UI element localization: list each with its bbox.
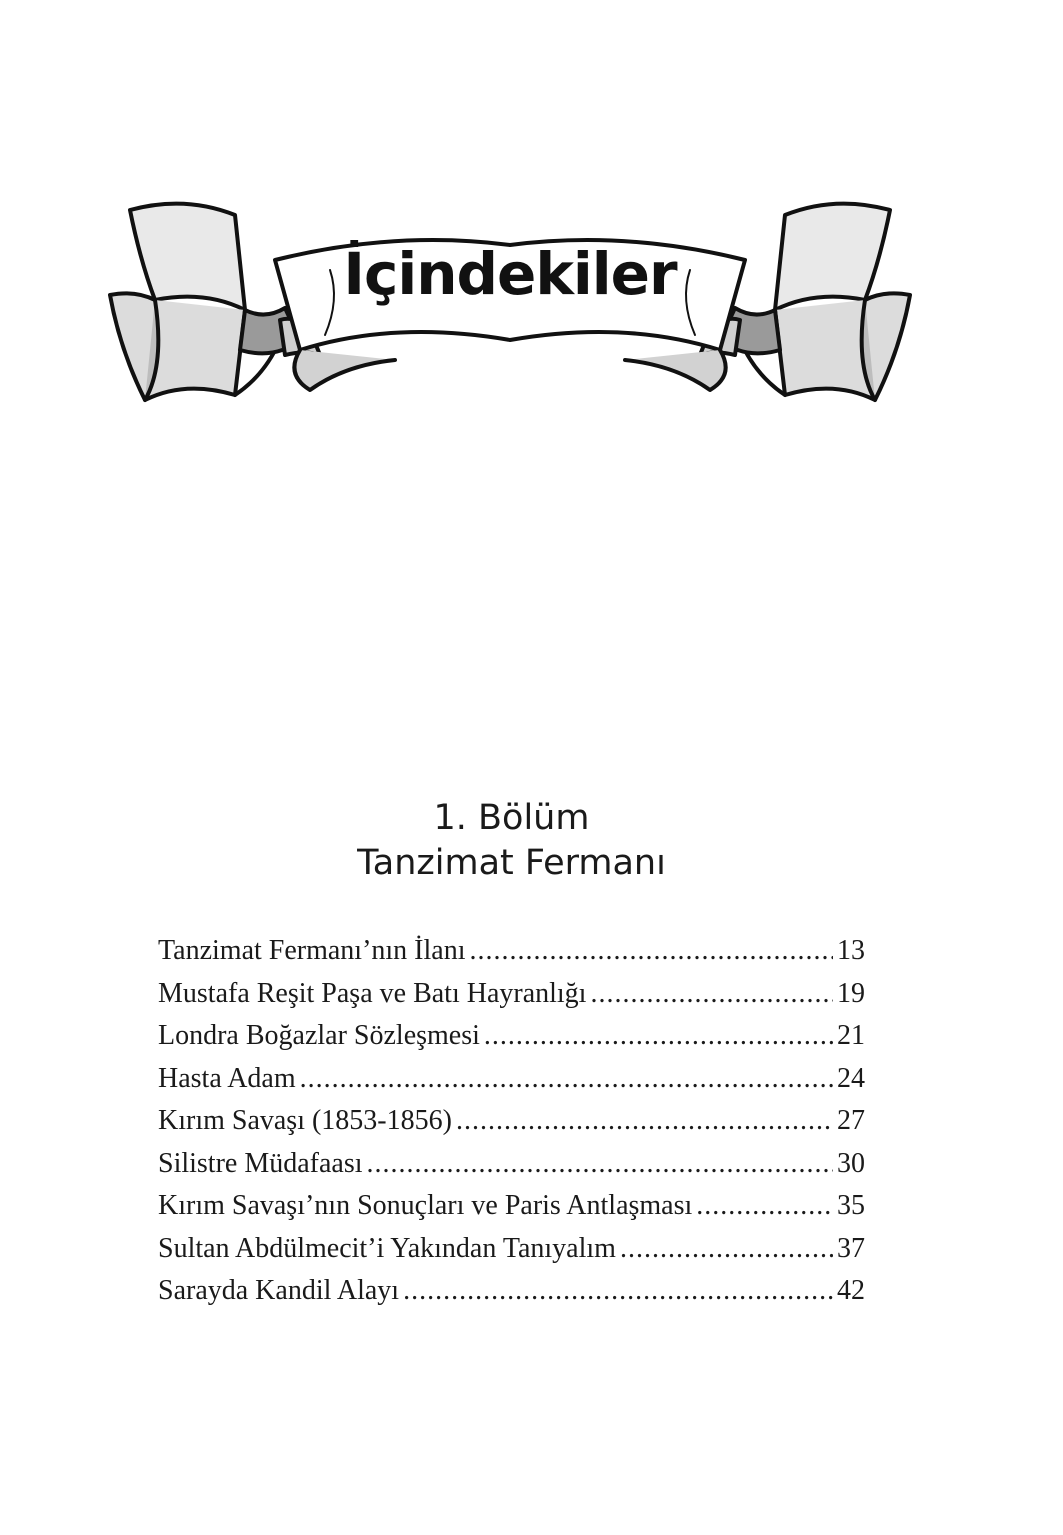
toc-entry: [158, 1015, 865, 1058]
toc-leader-dots: [470, 930, 834, 973]
toc-entry: [158, 1058, 865, 1101]
toc-entry-title: Sarayda Kandil Alayı: [158, 1275, 400, 1306]
toc-leader-dots: [590, 973, 833, 1016]
toc-entry: [158, 1228, 865, 1271]
toc-entry-title: Kırım Savaşı (1853-1856): [158, 1105, 452, 1136]
toc-leader-dots: [367, 1143, 833, 1186]
toc-entry: [158, 973, 865, 1016]
toc-entry-page: 42: [837, 1275, 865, 1306]
toc-leader-dots: [300, 1058, 833, 1101]
toc-leader-dots: [484, 1015, 833, 1058]
toc-entry-title: Hasta Adam: [158, 1062, 296, 1094]
toc-leader-dots: [696, 1185, 833, 1228]
toc-entry: [158, 1143, 865, 1186]
toc-entry-title: Londra Boğazlar Sözleşmesi: [158, 1020, 480, 1051]
scroll-banner: [95, 190, 925, 420]
chapter-number: 1. Bölüm: [433, 798, 590, 838]
toc-entry: [158, 1100, 865, 1143]
table-of-contents: [158, 930, 865, 1313]
toc-entry-page: 24: [837, 1062, 865, 1094]
toc-entry: [158, 930, 865, 973]
toc-leader-dots: [620, 1228, 833, 1271]
toc-entry-page: 19: [837, 977, 865, 1009]
toc-entry-page: 35: [837, 1190, 865, 1221]
toc-leader-dots: [403, 1270, 833, 1313]
toc-entry-page: 27: [837, 1105, 865, 1136]
toc-entry-title: Tanzimat Fermanı’nın İlanı: [158, 935, 466, 966]
toc-entry-title: Kırım Savaşı’nın Sonuçları ve Paris Antlaşması: [158, 1190, 693, 1221]
toc-entry-title: Sultan Abdülmecit’i Yakından Tanıyalım: [158, 1232, 616, 1264]
toc-entry: [158, 1270, 865, 1313]
toc-leader-dots: [456, 1100, 833, 1143]
page-title: İçindekiler: [343, 240, 677, 308]
chapter-title: Tanzimat Fermanı: [357, 843, 666, 883]
toc-entry-page: 21: [837, 1020, 865, 1051]
toc-entry-page: 13: [837, 935, 865, 966]
toc-entry-title: Mustafa Reşit Paşa ve Batı Hayranlığı: [158, 977, 587, 1009]
toc-entry-page: 30: [837, 1147, 865, 1179]
toc-entry-title: Silistre Müdafaası: [158, 1147, 363, 1179]
toc-entry: [158, 1185, 865, 1228]
toc-entry-page: 37: [837, 1232, 865, 1264]
